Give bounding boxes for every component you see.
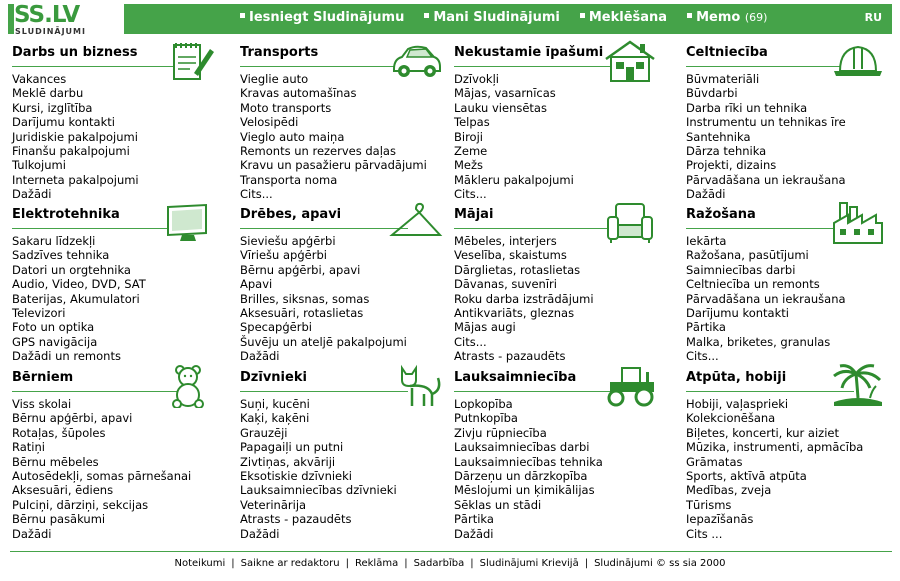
subcategory-link[interactable]: Dažādi bbox=[454, 526, 494, 541]
category-divider bbox=[454, 391, 622, 392]
subcategory-link[interactable]: Dažādi bbox=[240, 349, 280, 364]
subcategory-link[interactable]: Dažādi bbox=[686, 187, 726, 202]
subcategory-link[interactable]: Interneta pakalpojumi bbox=[12, 172, 139, 187]
subcategory-item bbox=[12, 72, 139, 86]
subcategory-item bbox=[686, 397, 863, 411]
subcategory-link[interactable]: Meklē darbu bbox=[12, 86, 84, 101]
subcategory-link[interactable]: Darījumu kontakti bbox=[12, 115, 115, 130]
subcategory-item bbox=[454, 292, 594, 306]
subcategory-item bbox=[686, 306, 846, 320]
subcategory-link[interactable]: Brilles, siksnas, somas bbox=[240, 291, 370, 306]
subcategory-link[interactable]: Apavi bbox=[240, 277, 273, 292]
subcategory-item bbox=[240, 130, 427, 144]
subcategory-link[interactable]: Pārtika bbox=[686, 320, 726, 335]
category-title[interactable]: Mājai bbox=[454, 207, 494, 222]
subcategory-item bbox=[454, 306, 594, 320]
subcategory-item bbox=[12, 440, 191, 454]
subcategory-list bbox=[240, 397, 397, 541]
bullet-icon bbox=[580, 13, 585, 18]
subcategory-item bbox=[454, 158, 574, 172]
subcategory-item bbox=[12, 349, 146, 363]
armchair-icon[interactable] bbox=[602, 201, 658, 245]
subcategory-link[interactable]: Remonts un rezerves daļas bbox=[240, 144, 396, 159]
subcategory-link[interactable]: Pulciņi, dārziņi, sekcijas bbox=[12, 497, 149, 512]
subcategory-link[interactable]: Celtniecība un remonts bbox=[686, 277, 820, 292]
category-title[interactable]: Dzīvnieki bbox=[240, 370, 307, 385]
site-logo[interactable] bbox=[14, 2, 124, 38]
subcategory-item bbox=[454, 411, 603, 425]
subcategory-item bbox=[240, 158, 427, 172]
subcategory-link[interactable]: Rotaļas, šūpoles bbox=[12, 425, 106, 440]
subcategory-link[interactable]: Kaķi, kaķēni bbox=[240, 411, 310, 426]
subcategory-link[interactable]: Ražošana, pasūtījumi bbox=[686, 248, 809, 263]
category-divider bbox=[686, 391, 854, 392]
subcategory-item bbox=[454, 234, 594, 248]
subcategory-item bbox=[240, 498, 397, 512]
subcategory-link[interactable]: Televizori bbox=[12, 306, 66, 321]
subcategory-link[interactable]: Būvmateriāli bbox=[686, 72, 760, 86]
category-divider bbox=[12, 391, 180, 392]
subcategory-item bbox=[686, 144, 846, 158]
subcategory-link[interactable]: Suņi, kucēni bbox=[240, 397, 310, 411]
subcategory-item bbox=[686, 115, 846, 129]
category-title[interactable]: Darbs un bizness bbox=[12, 45, 138, 60]
subcategory-list bbox=[686, 397, 863, 541]
subcategory-link[interactable]: Kolekcionēšana bbox=[686, 411, 776, 426]
subcategory-item bbox=[454, 72, 574, 86]
notepad-pen-icon[interactable] bbox=[160, 39, 216, 83]
subcategory-link[interactable]: Medības, zveja bbox=[686, 483, 772, 498]
subcategory-item bbox=[240, 86, 427, 100]
subcategory-link[interactable]: Lopkopība bbox=[454, 397, 513, 411]
subcategory-item bbox=[240, 306, 407, 320]
subcategory-item bbox=[12, 86, 139, 100]
subcategory-item bbox=[12, 101, 139, 115]
footer-link[interactable]: Reklāma bbox=[354, 558, 399, 569]
subcategory-link[interactable]: Finanšu pakalpojumi bbox=[12, 144, 130, 159]
subcategory-link[interactable]: Roku darba izstrādājumi bbox=[454, 291, 594, 306]
subcategory-link[interactable]: Sakaru līdzekļi bbox=[12, 234, 96, 248]
subcategory-link[interactable]: Lauksaimniecības dzīvnieki bbox=[240, 483, 397, 498]
subcategory-link[interactable]: Šuvēju un ateljē pakalpojumi bbox=[240, 334, 407, 349]
subcategory-link[interactable]: Eksotiskie dzīvnieki bbox=[240, 469, 352, 484]
subcategory-link[interactable]: Bērnu apģērbi, apavi bbox=[12, 411, 133, 426]
bullet-icon bbox=[687, 13, 692, 18]
footer-link[interactable]: Saikne ar redaktoru bbox=[240, 558, 340, 569]
subcategory-item bbox=[12, 397, 191, 411]
subcategory-item bbox=[12, 483, 191, 497]
subcategory-list bbox=[454, 397, 603, 541]
subcategory-link[interactable]: Papagaiļi un putni bbox=[240, 440, 344, 455]
footer-link[interactable]: Sludinājumi © ss sia 2000 bbox=[594, 558, 726, 569]
subcategory-link[interactable]: Dārzeņu un dārzkopība bbox=[454, 469, 588, 484]
subcategory-link[interactable]: Foto un optika bbox=[12, 320, 95, 335]
category-divider bbox=[454, 228, 622, 229]
subcategory-link[interactable]: Mākleru pakalpojumi bbox=[454, 172, 574, 187]
subcategory-link[interactable]: Iepazīšanās bbox=[686, 512, 754, 527]
subcategory-item bbox=[454, 335, 594, 349]
subcategory-item bbox=[12, 130, 139, 144]
subcategory-item bbox=[686, 483, 863, 497]
category-divider bbox=[240, 228, 408, 229]
subcategory-item bbox=[686, 349, 846, 363]
subcategory-item bbox=[240, 483, 397, 497]
subcategory-item bbox=[454, 455, 603, 469]
subcategory-item bbox=[240, 248, 407, 262]
category-divider bbox=[686, 228, 854, 229]
subcategory-link[interactable]: Cits... bbox=[686, 349, 719, 364]
subcategory-link[interactable]: Transporta noma bbox=[240, 172, 338, 187]
category-divider bbox=[240, 66, 408, 67]
category-divider bbox=[240, 391, 408, 392]
subcategory-item bbox=[686, 248, 846, 262]
category-title[interactable]: Ražošana bbox=[686, 207, 756, 222]
subcategory-link[interactable]: Dažādi bbox=[240, 526, 280, 541]
subcategory-link[interactable]: Mežs bbox=[454, 158, 484, 173]
subcategory-link[interactable]: Iekārta bbox=[686, 234, 727, 248]
subcategory-item bbox=[12, 411, 191, 425]
subcategory-link[interactable]: Dažādi bbox=[12, 526, 52, 541]
subcategory-link[interactable]: Datori un orgtehnika bbox=[12, 262, 131, 277]
subcategory-item bbox=[240, 440, 397, 454]
subcategory-link[interactable]: Aksesuāri, rotaslietas bbox=[240, 306, 364, 321]
subcategory-item bbox=[240, 455, 397, 469]
subcategory-item bbox=[454, 440, 603, 454]
subcategory-list bbox=[240, 234, 407, 364]
subcategory-list bbox=[686, 234, 846, 364]
subcategory-item bbox=[12, 115, 139, 129]
subcategory-link[interactable]: Dzīvokļi bbox=[454, 72, 499, 86]
subcategory-link[interactable]: Specapģērbi bbox=[240, 320, 312, 335]
subcategory-item bbox=[12, 173, 139, 187]
subcategory-item bbox=[240, 469, 397, 483]
subcategory-link[interactable]: Pārvadāšana un iekraušana bbox=[686, 291, 846, 306]
subcategory-link[interactable]: Kravu un pasažieru pārvadājumi bbox=[240, 158, 427, 173]
subcategory-link[interactable]: Hobiji, vaļasprieki bbox=[686, 397, 789, 411]
subcategory-link[interactable]: Lauksaimniecības darbi bbox=[454, 440, 590, 455]
category-title[interactable]: Drēbes, apavi bbox=[240, 207, 342, 222]
memo-count: (69) bbox=[744, 11, 768, 24]
subcategory-item bbox=[686, 130, 846, 144]
subcategory-item bbox=[686, 101, 846, 115]
subcategory-link[interactable]: Malka, briketes, granulas bbox=[686, 334, 831, 349]
subcategory-link[interactable]: Mājas augi bbox=[454, 320, 516, 335]
subcategory-item bbox=[12, 335, 146, 349]
subcategory-link[interactable]: Dārglietas, rotaslietas bbox=[454, 262, 581, 277]
subcategory-item bbox=[240, 173, 427, 187]
house-icon[interactable] bbox=[602, 39, 658, 83]
subcategory-item bbox=[454, 527, 603, 541]
subcategory-link[interactable]: Vieglo auto maiņa bbox=[240, 129, 345, 144]
subcategory-item bbox=[12, 455, 191, 469]
subcategory-link[interactable]: Audio, Video, DVD, SAT bbox=[12, 277, 146, 292]
subcategory-item bbox=[240, 234, 407, 248]
subcategory-item bbox=[12, 277, 146, 291]
header-bar bbox=[8, 4, 892, 34]
bullet-icon bbox=[424, 13, 429, 18]
subcategory-link[interactable]: Viss skolai bbox=[12, 397, 72, 411]
subcategory-item bbox=[686, 411, 863, 425]
subcategory-item bbox=[12, 187, 139, 201]
subcategory-link[interactable]: Santehnika bbox=[686, 129, 751, 144]
subcategory-link[interactable]: Instrumentu un tehnikas īre bbox=[686, 115, 846, 130]
subcategory-link[interactable]: Tūrisms bbox=[686, 497, 732, 512]
subcategory-item bbox=[12, 248, 146, 262]
subcategory-link[interactable]: Cits... bbox=[240, 187, 273, 202]
footer-link[interactable]: Sadarbība bbox=[413, 558, 465, 569]
subcategory-link[interactable]: Lauku viensētas bbox=[454, 100, 547, 115]
subcategory-item bbox=[454, 483, 603, 497]
subcategory-item bbox=[686, 335, 846, 349]
subcategory-link[interactable]: Pārvadāšana un iekraušana bbox=[686, 172, 846, 187]
subcategory-link[interactable]: Bērnu pasākumi bbox=[12, 512, 106, 527]
subcategory-link[interactable]: Antikvariāts, gleznas bbox=[454, 306, 575, 321]
subcategory-item bbox=[686, 426, 863, 440]
subcategory-item bbox=[240, 144, 427, 158]
subcategory-list bbox=[12, 72, 139, 202]
subcategory-link[interactable]: Dārza tehnika bbox=[686, 144, 767, 159]
subcategory-item bbox=[454, 86, 574, 100]
subcategory-item bbox=[686, 158, 846, 172]
subcategory-link[interactable]: Bērnu mēbeles bbox=[12, 454, 99, 469]
subcategory-item bbox=[686, 86, 846, 100]
subcategory-item bbox=[454, 248, 594, 262]
subcategory-link[interactable]: Putnkopība bbox=[454, 411, 518, 426]
subcategory-item bbox=[12, 234, 146, 248]
subcategory-item bbox=[454, 426, 603, 440]
subcategory-list bbox=[454, 234, 594, 364]
nav-submit-ad[interactable]: Iesniegt Sludinājumu bbox=[240, 10, 404, 25]
category-title[interactable]: Atpūta, hobiji bbox=[686, 370, 787, 385]
subcategory-item bbox=[454, 277, 594, 291]
subcategory-item bbox=[240, 101, 427, 115]
nav-my-ads[interactable]: Mani Sludinājumi bbox=[424, 10, 560, 25]
subcategory-item bbox=[240, 72, 427, 86]
language-switch-ru[interactable]: RU bbox=[864, 11, 882, 24]
footer-separator: | bbox=[470, 558, 474, 569]
subcategory-link[interactable]: Veterinārija bbox=[240, 497, 307, 512]
subcategory-item bbox=[686, 277, 846, 291]
footer-divider bbox=[10, 551, 892, 552]
subcategory-item bbox=[240, 426, 397, 440]
footer-link[interactable]: Sludinājumi Krievijā bbox=[479, 558, 579, 569]
subcategory-link[interactable]: Cits... bbox=[454, 187, 487, 202]
subcategory-link[interactable]: Sports, aktīvā atpūta bbox=[686, 469, 807, 484]
subcategory-item bbox=[12, 469, 191, 483]
category-title[interactable]: Elektrotehnika bbox=[12, 207, 120, 222]
subcategory-item bbox=[240, 187, 427, 201]
subcategory-link[interactable]: Autosēdekļi, somas pārnešanai bbox=[12, 469, 192, 484]
subcategory-link[interactable]: Cits... bbox=[454, 334, 487, 349]
logo-subtitle: SLUDINĀJUMI bbox=[15, 27, 86, 36]
subcategory-link[interactable]: Zeme bbox=[454, 144, 488, 159]
subcategory-item bbox=[240, 527, 397, 541]
subcategory-link[interactable]: Moto transports bbox=[240, 100, 332, 115]
subcategory-item bbox=[240, 292, 407, 306]
subcategory-link[interactable]: Lauksaimniecības tehnika bbox=[454, 454, 603, 469]
subcategory-link[interactable]: Pārtika bbox=[454, 512, 494, 527]
subcategory-link[interactable]: Velosipēdi bbox=[240, 115, 299, 130]
subcategory-link[interactable]: Baterijas, Akumulatori bbox=[12, 291, 140, 306]
category-title[interactable]: Lauksaimniecība bbox=[454, 370, 577, 385]
subcategory-link[interactable]: Mēslojumi un ķimikālijas bbox=[454, 483, 595, 498]
subcategory-link[interactable]: Darījumu kontakti bbox=[686, 306, 789, 321]
subcategory-link[interactable]: Darba rīki un tehnika bbox=[686, 100, 808, 115]
subcategory-item bbox=[454, 512, 603, 526]
monitor-icon[interactable] bbox=[160, 201, 216, 245]
subcategory-item bbox=[12, 512, 191, 526]
nav-memo[interactable]: Memo (69) bbox=[687, 10, 767, 25]
subcategory-item bbox=[686, 498, 863, 512]
subcategory-link[interactable]: Vakances bbox=[12, 72, 67, 86]
subcategory-link[interactable]: Mēbeles, interjers bbox=[454, 234, 557, 248]
subcategory-item bbox=[686, 469, 863, 483]
footer-separator: | bbox=[404, 558, 408, 569]
subcategory-item bbox=[12, 527, 191, 541]
subcategory-list bbox=[12, 397, 191, 541]
subcategory-link[interactable]: Dāvanas, suvenīri bbox=[454, 277, 557, 292]
category-title[interactable]: Nekustamie īpašumi bbox=[454, 45, 604, 60]
subcategory-link[interactable]: Kravas automašīnas bbox=[240, 86, 357, 101]
subcategory-item bbox=[686, 72, 846, 86]
category-divider bbox=[454, 66, 622, 67]
subcategory-item bbox=[240, 411, 397, 425]
subcategory-item bbox=[454, 498, 603, 512]
logo-text: SS.LV bbox=[14, 2, 80, 28]
subcategory-item bbox=[240, 397, 397, 411]
subcategory-item bbox=[12, 292, 146, 306]
subcategory-item bbox=[686, 234, 846, 248]
subcategory-item bbox=[686, 455, 863, 469]
subcategory-item bbox=[12, 320, 146, 334]
footer-link[interactable]: Noteikumi bbox=[174, 558, 226, 569]
subcategory-list bbox=[454, 72, 574, 202]
subcategory-link[interactable]: Sieviešu apģērbi bbox=[240, 234, 336, 248]
subcategory-item bbox=[12, 306, 146, 320]
category-divider bbox=[686, 66, 854, 67]
subcategory-link[interactable]: Grauzēji bbox=[240, 425, 288, 440]
subcategory-item bbox=[240, 349, 407, 363]
subcategory-item bbox=[454, 130, 574, 144]
subcategory-item bbox=[686, 292, 846, 306]
subcategory-item bbox=[686, 187, 846, 201]
subcategory-item bbox=[686, 440, 863, 454]
subcategory-link[interactable]: Bērnu apģērbi, apavi bbox=[240, 262, 361, 277]
subcategory-item bbox=[12, 263, 146, 277]
category-divider bbox=[12, 66, 180, 67]
subcategory-item bbox=[12, 498, 191, 512]
subcategory-item bbox=[454, 173, 574, 187]
subcategory-link[interactable]: Tulkojumi bbox=[12, 158, 66, 173]
subcategory-link[interactable]: Biļetes, koncerti, kur aiziet bbox=[686, 425, 839, 440]
subcategory-item bbox=[686, 527, 863, 541]
subcategory-link[interactable]: Ratiņi bbox=[12, 440, 45, 455]
subcategory-item bbox=[240, 335, 407, 349]
subcategory-item bbox=[454, 397, 603, 411]
subcategory-item bbox=[12, 158, 139, 172]
subcategory-link[interactable]: Projekti, dizains bbox=[686, 158, 777, 173]
subcategory-item bbox=[454, 115, 574, 129]
subcategory-list bbox=[12, 234, 146, 364]
subcategory-item bbox=[454, 144, 574, 158]
footer-separator: | bbox=[345, 558, 349, 569]
subcategory-item bbox=[454, 263, 594, 277]
subcategory-item bbox=[240, 263, 407, 277]
subcategory-link[interactable]: Sadzīves tehnika bbox=[12, 248, 110, 263]
subcategory-link[interactable]: Mājas, vasarnīcas bbox=[454, 86, 556, 101]
main-nav bbox=[240, 10, 767, 25]
subcategory-link[interactable]: Atrasts - pazaudēts bbox=[454, 349, 566, 364]
footer-separator: | bbox=[231, 558, 235, 569]
subcategory-link[interactable]: Juridiskie pakalpojumi bbox=[12, 129, 138, 144]
subcategory-link[interactable]: Veselība, skaistums bbox=[454, 248, 567, 263]
tractor-icon[interactable] bbox=[602, 364, 658, 408]
subcategory-link[interactable]: Aksesuāri, ēdiens bbox=[12, 483, 114, 498]
category-divider bbox=[12, 228, 180, 229]
subcategory-item bbox=[686, 263, 846, 277]
subcategory-item bbox=[686, 173, 846, 187]
subcategory-item bbox=[686, 320, 846, 334]
subcategory-item bbox=[454, 349, 594, 363]
subcategory-item bbox=[454, 101, 574, 115]
subcategory-link[interactable]: Kursi, izglītība bbox=[12, 100, 93, 115]
subcategory-link[interactable]: Vīriešu apģērbi bbox=[240, 248, 327, 263]
subcategory-link[interactable]: Grāmatas bbox=[686, 454, 743, 469]
subcategory-item bbox=[12, 144, 139, 158]
subcategory-link[interactable]: Dažādi bbox=[12, 187, 52, 202]
subcategory-item bbox=[686, 512, 863, 526]
subcategory-link[interactable]: GPS navigācija bbox=[12, 334, 98, 349]
subcategory-item bbox=[240, 277, 407, 291]
category-title[interactable]: Celtniecība bbox=[686, 45, 768, 60]
subcategory-link[interactable]: Atrasts - pazaudēts bbox=[240, 512, 352, 527]
subcategory-list bbox=[240, 72, 427, 202]
subcategory-link[interactable]: Mūzika, instrumenti, apmācība bbox=[686, 440, 864, 455]
subcategory-link[interactable]: Vieglie auto bbox=[240, 72, 309, 86]
footer bbox=[0, 558, 900, 569]
subcategory-list bbox=[686, 72, 846, 202]
subcategory-item bbox=[454, 469, 603, 483]
subcategory-item bbox=[240, 512, 397, 526]
category-title[interactable]: Transports bbox=[240, 45, 319, 60]
subcategory-link[interactable]: Zivtiņas, akvāriji bbox=[240, 454, 336, 469]
category-title[interactable]: Bērniem bbox=[12, 370, 74, 385]
subcategory-item bbox=[454, 320, 594, 334]
bullet-icon bbox=[240, 13, 245, 18]
subcategory-link[interactable]: Telpas bbox=[454, 115, 490, 130]
subcategory-item bbox=[454, 187, 574, 201]
nav-search[interactable]: Meklēšana bbox=[580, 10, 667, 25]
subcategory-link[interactable]: Biroji bbox=[454, 129, 483, 144]
subcategory-item bbox=[12, 426, 191, 440]
footer-separator: | bbox=[584, 558, 589, 569]
subcategory-link[interactable]: Dažādi un remonts bbox=[12, 349, 121, 364]
subcategory-link[interactable]: Saimniecības darbi bbox=[686, 262, 796, 277]
subcategory-item bbox=[240, 115, 427, 129]
subcategory-link[interactable]: Cits ... bbox=[686, 526, 723, 541]
subcategory-link[interactable]: Būvdarbi bbox=[686, 86, 738, 101]
subcategory-link[interactable]: Sēklas un stādi bbox=[454, 497, 542, 512]
subcategory-link[interactable]: Zivju rūpniecība bbox=[454, 425, 547, 440]
subcategory-item bbox=[240, 320, 407, 334]
